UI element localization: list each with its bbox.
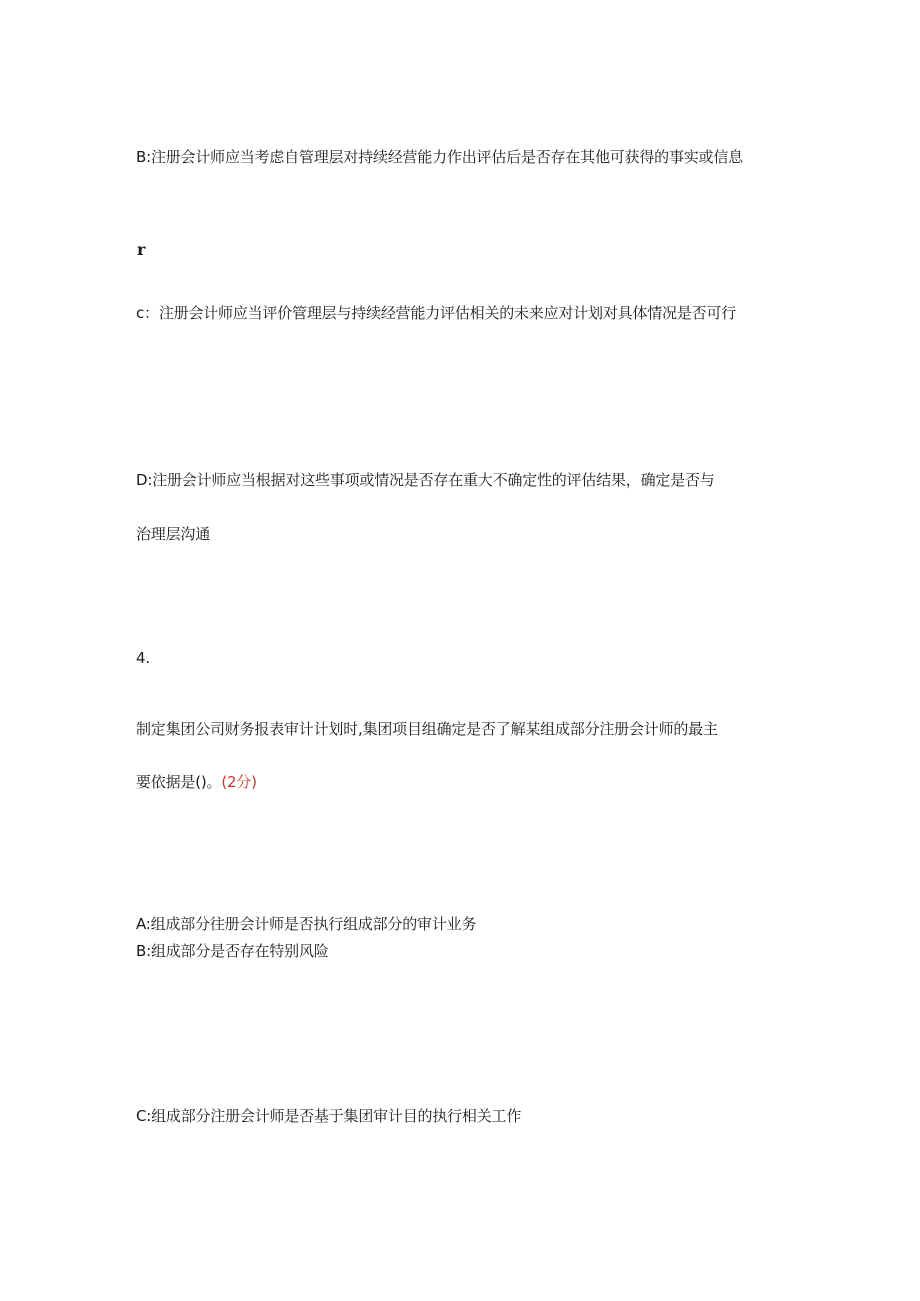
q3-option-b: B:注册会计师应当考虑自管理层对持续经营能力作出评估后是否存在其他可获得的事实或信息 (136, 148, 743, 166)
q4-stem-line1: 制定集团公司财务报表审计计划时,集团项目组确定是否了解某组成部分注册会计师的最主 (136, 720, 718, 738)
q3-option-d-line1: D:注册会计师应当根据对这些事项或情况是否存在重大不确定性的评估结果，确定是否与 (136, 471, 715, 489)
q4-stem-line2 (136, 772, 257, 792)
q4-option-a: A:组成部分往册会计师是否执行组成部分的审计业务 (136, 915, 477, 933)
q4-option-c: C:组成部分注册会计师是否基于集团审计目的执行相关工作 (136, 1107, 522, 1125)
stray-marker: r (137, 240, 146, 259)
q4-score: (2分) (221, 773, 257, 791)
q4-option-b: B:组成部分是否存在特别风险 (136, 942, 329, 960)
q3-option-c: c：注册会计师应当评价管理层与持续经营能力评估相关的未来应对计划对具体情况是否可行 (136, 304, 737, 322)
q4-stem-text: 要依据是()。 (136, 773, 222, 791)
q3-option-d-line2: 治理层沟通 (136, 525, 211, 543)
q4-number: 4. (136, 649, 150, 667)
